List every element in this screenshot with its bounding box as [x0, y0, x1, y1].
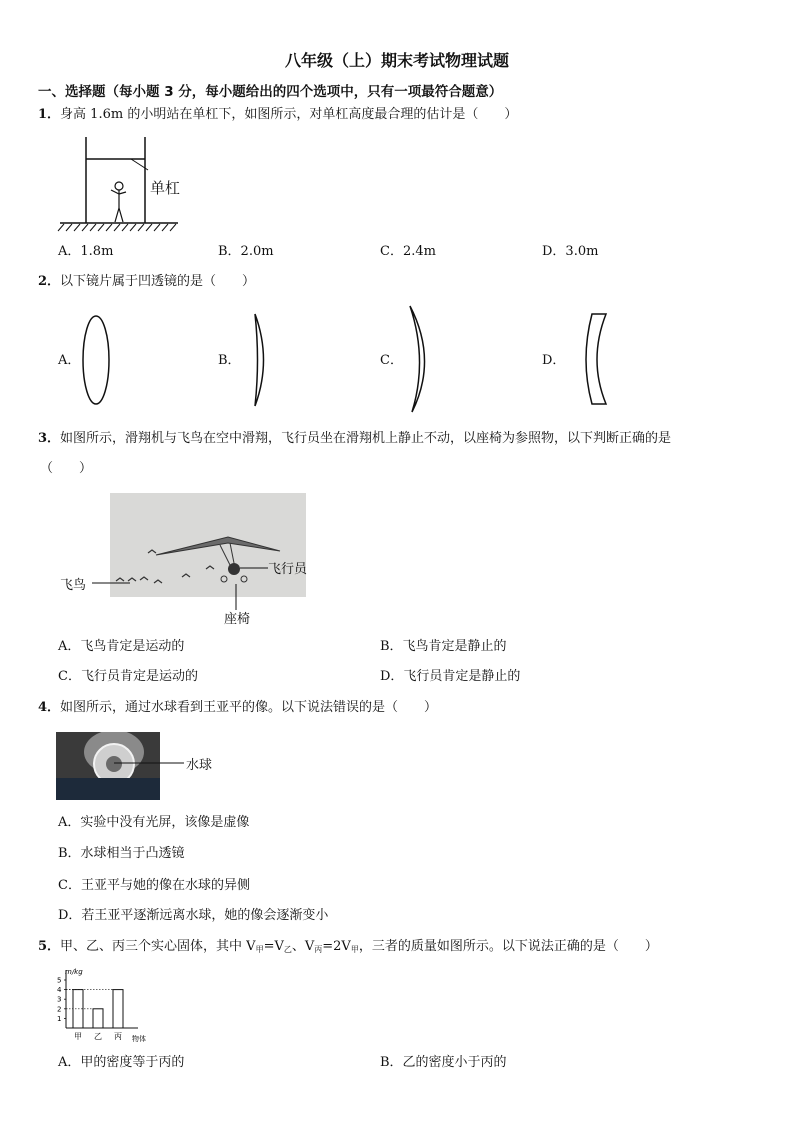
question-stem: 以下镜片属于凹透镜的是（ ） [60, 274, 256, 289]
y-tick-label: 4 [57, 986, 62, 995]
x-axis-label: 物体 [132, 1035, 146, 1043]
concave-lens-icon [580, 312, 610, 408]
question-3 [38, 430, 671, 448]
water-ball-callout-line [114, 760, 186, 768]
question-2 [38, 273, 255, 291]
seat-label: 座椅 [224, 612, 251, 627]
q4-option-c: C．王亚平与她的像在水球的异侧 [58, 878, 250, 893]
stem-part: ，三者的质量如图所示。以下说法正确的是（ ） [358, 939, 658, 954]
q5-option-b: B．乙的密度小于丙的 [380, 1055, 507, 1070]
y-tick-label: 5 [57, 976, 62, 985]
question-3-bracket: （ ） [40, 461, 93, 476]
q2-option-c: C． [380, 353, 403, 368]
y-tick-label: 3 [57, 995, 62, 1004]
y-tick-label: 2 [57, 1005, 62, 1014]
question-number: 3． [38, 431, 61, 446]
stem-part: =2V [322, 939, 351, 954]
question-5 [38, 938, 658, 959]
question-stem: 如图所示，通过水球看到王亚平的像。以下说法错误的是（ ） [60, 700, 438, 715]
question-stem: 如图所示，滑翔机与飞鸟在空中滑翔，飞行员坐在滑翔机上静止不动，以座椅为参照物，以下判断正确的是 [60, 431, 672, 446]
question-number: 5． [38, 939, 61, 954]
q4-option-d: D．若王亚平逐渐远离水球，她的像会逐渐变小 [58, 908, 329, 923]
x-tick-label: 丙 [114, 1032, 122, 1041]
subscript: 丙 [314, 945, 323, 954]
q1-option-c: C．2.4m [380, 244, 436, 259]
pullup-bar-label: 单杠 [150, 179, 181, 197]
bar-乙 [93, 1009, 103, 1028]
q1-option-a: A．1.8m [58, 244, 114, 259]
q3-option-c: C．飞行员肯定是运动的 [58, 669, 198, 684]
pilot-label: 飞行员 [268, 562, 308, 577]
stem-part: 甲、乙、丙三个实心固体，其中 V [60, 939, 256, 954]
section-heading: 一、选择题（每小题 3 分，每小题给出的四个选项中，只有一项最符合题意） [38, 84, 503, 100]
subscript: 甲 [255, 945, 264, 954]
water-ball-label: 水球 [186, 758, 213, 773]
question-number: 2． [38, 274, 61, 289]
q2-option-b: B． [218, 353, 241, 368]
bar-丙 [113, 990, 123, 1028]
question-1 [38, 106, 517, 124]
question-4 [38, 699, 437, 717]
subscript: 乙 [283, 945, 292, 954]
page-title: 八年级（上）期末考试物理试题 [284, 51, 509, 70]
q1-option-b: B．2.0m [218, 244, 274, 259]
biconvex-lens-icon [80, 314, 114, 408]
y-axis-label: m/kg [65, 968, 83, 976]
q3-option-a: A．飞鸟肯定是运动的 [58, 639, 185, 654]
stem-part: 、V [291, 939, 315, 954]
plano-convex-lens-icon [250, 312, 272, 408]
meniscus-lens-icon [404, 304, 440, 416]
bird-label: 飞鸟 [60, 578, 87, 593]
y-tick-label: 1 [57, 1014, 62, 1023]
q1-option-d: D．3.0m [542, 244, 599, 259]
question-stem: 身高 1.6m 的小明站在单杠下，如图所示，对单杠高度最合理的估计是（ ） [60, 107, 518, 122]
x-tick-label: 乙 [94, 1032, 102, 1041]
stem-part: =V [263, 939, 284, 954]
question-number: 4． [38, 700, 61, 715]
stick-figure-icon [111, 182, 126, 222]
q5-option-a: A．甲的密度等于丙的 [58, 1055, 185, 1070]
x-tick-label: 甲 [74, 1032, 82, 1041]
q4-option-a: A．实验中没有光屏，该像是虚像 [58, 815, 250, 830]
q2-option-d: D． [542, 353, 566, 368]
question-number: 1． [38, 107, 61, 122]
mass-bar-chart [52, 964, 156, 1044]
subscript: 甲 [350, 945, 359, 954]
q2-option-a: A． [58, 353, 81, 368]
q3-option-d: D．飞行员肯定是静止的 [380, 669, 521, 684]
q4-option-b: B．水球相当于凸透镜 [58, 846, 185, 861]
q3-option-b: B．飞鸟肯定是静止的 [380, 639, 507, 654]
